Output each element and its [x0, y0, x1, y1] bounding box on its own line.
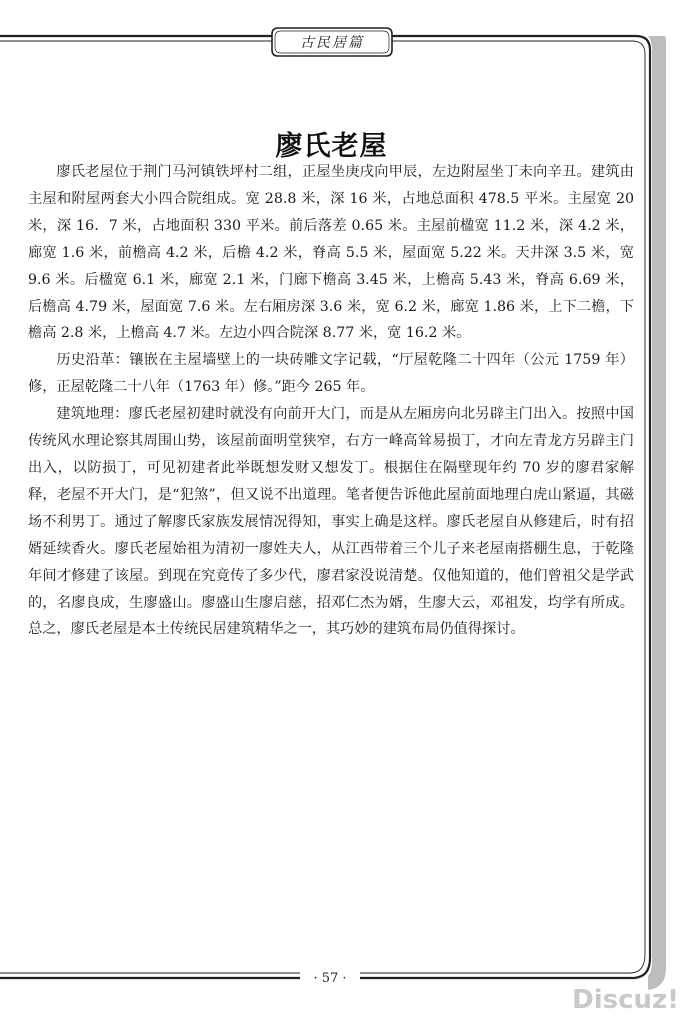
site-watermark: Discuz!: [572, 985, 679, 1015]
section-badge: 古民居篇: [300, 35, 364, 51]
page-number: · 57 ·: [300, 971, 360, 986]
paragraph-history: 历史沿革：镶嵌在主屋墙壁上的一块砖雕文字记载，“厅屋乾隆二十四年（公元 1759 年）修，正屋乾隆二十八年（1763 年）修。”距今 265 年。: [28, 352, 634, 396]
page-title: 廖氏老屋: [275, 131, 388, 163]
paragraph-geography: 建筑地理：廖氏老屋初建时就没有向前开大门，而是从左厢房向北另辟主门出入。按照中国传统风水理论察其周围山势，该屋前面明堂狭窄，右方一峰高耸易损丁，才向左青龙方另辟主门出入，以防损丁，可见初建者此举既想发财又想发丁。根据住在隔壁现年约 70 岁的廖君家解释，老屋不开大门，是“犯煞”，但又说不出道理。笔者便告诉他此屋前面地理白虎山紧逼，其磁场不利男丁。通过了解廖氏家族发展情况得知，事实上确是这样。廖氏老屋自从修建后，时有招婿延续香火。廖氏老屋始祖为清初一廖姓夫人，从江西带着三个儿子来老屋南搭棚生息，于乾隆年间才修建了该屋。到现在究竟传了多少代，廖君家没说清楚。仅他知道的，他们曾祖父是学武的，名廖良成，生廖盛山。廖盛山生廖启慈，招邓仁杰为婿，生廖大云，邓祖发，均学有所成。总之，廖氏老屋是本土传统民居建筑精华之一，其巧妙的建筑布局仍值得探讨。: [28, 406, 634, 638]
paragraph-dimensions: 廖氏老屋位于荆门马河镇铁坪村二组，正屋坐庚戌向甲辰，左边附屋坐丁未向辛丑。建筑由主屋和附屋两套大小四合院组成。宽 28.8 米，深 16 米，占地总面积 478.5 平米。主屋宽 20 米，深 16．7 米，占地面积 330 平米。前后落差 0.65 米。主屋前楹宽 11.2 米，深 4.2 米，廊宽 1.6 米，前檐高 4.2 米，后檐 4.2 米，脊高 5.5 米，屋面宽 5.22 米。天井深 3.5 米，宽 9.6 米。后楹宽 6.1 米，廊宽 2.1 米，门廊下檐高 3.45 米，上檐高 5.43 米，脊高 6.69 米，后檐高 4.79 米，屋面宽 7.6 米。左右厢房深 3.6 米，宽 6.2 米，廊宽 1.86 米，上下二檐，下檐高 2.8 米，上檐高 4.7 米。左边小四合院深 8.77 米，宽 16.2 米。: [28, 164, 634, 342]
article-body: [28, 159, 634, 643]
